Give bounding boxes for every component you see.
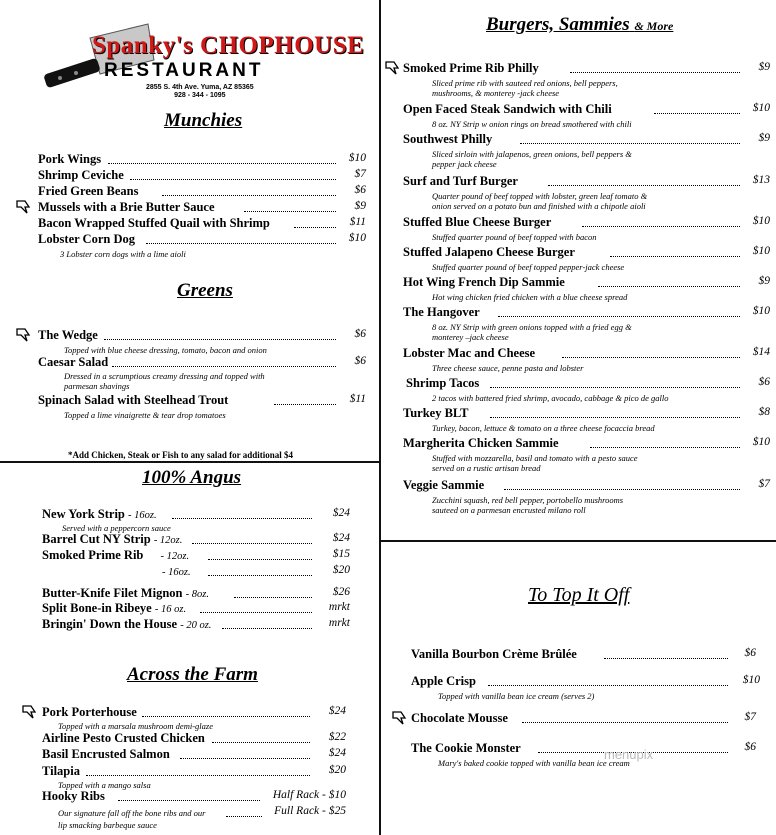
menu-item-description: 8 oz. NY Strip w onion rings on bread smothered with chili	[432, 119, 632, 129]
chef-favorite-icon	[392, 711, 408, 725]
menu-item-name: Veggie Sammie	[403, 478, 485, 492]
menu-item-name: Spinach Salad with Steelhead Trout	[38, 393, 229, 407]
menu-item-description: sauteed on a parmesan encrusted milano roll	[432, 505, 586, 515]
menu-item-description: Topped with blue cheese dressing, tomato, bacon and onion	[64, 345, 267, 355]
menu-item-name: Surf and Turf Burger	[403, 174, 518, 188]
leader-dots	[570, 72, 740, 73]
menu-item-name: Caesar Salad	[38, 355, 109, 369]
menu-item-description: Topped with a marsala mushroom demi-glaze	[58, 721, 213, 731]
menu-item-description: Stuffed quarter pound of beef topped pepper-jack cheese	[432, 262, 625, 272]
leader-dots	[180, 758, 310, 759]
leader-dots	[104, 339, 336, 340]
menu-item-price: $10	[752, 215, 770, 227]
leader-dots	[142, 716, 310, 717]
item-title: Smoked Prime Rib	[42, 548, 144, 562]
menu-item-price: $8	[758, 406, 770, 418]
chef-favorite-icon	[16, 328, 32, 342]
menu-item-description: Stuffed quarter pound of beef topped with bacon	[432, 232, 597, 242]
menu-item-price: $15	[332, 548, 350, 560]
menu-item-description: Quarter pound of beef topped with lobster, green leaf tomato &	[432, 191, 648, 201]
menu-item-name	[42, 586, 209, 601]
menu-item-description: Topped with vanilla bean ice cream (serves 2)	[438, 691, 595, 701]
leader-dots	[490, 387, 740, 388]
menu-item-name	[42, 601, 186, 616]
menu-item-price: Full Rack - $25	[274, 805, 346, 817]
menu-item-name: Hot Wing French Dip Sammie	[403, 275, 565, 289]
leader-dots	[522, 722, 728, 723]
item-title: Butter-Knife Filet Mignon	[42, 586, 183, 600]
menu-item-price: $9	[354, 200, 366, 212]
leader-dots	[162, 195, 336, 196]
menu-item-name: Southwest Philly	[403, 132, 493, 146]
chef-favorite-icon	[22, 705, 38, 719]
menu-item-description: Stuffed with mozzarella, basil and tomato with a pesto sauce	[432, 453, 638, 463]
menu-item-description: parmesan shavings	[64, 381, 130, 391]
item-size: - 16 oz.	[154, 604, 187, 615]
leader-dots	[490, 417, 740, 418]
item-size: - 20 oz.	[180, 620, 212, 631]
menu-item-price: $20	[332, 564, 350, 576]
menu-item-name: Shrimp Ceviche	[38, 168, 124, 182]
menu-item-price: $24	[332, 532, 350, 544]
menu-item-price: $24	[328, 705, 346, 717]
menu-item-description: 8 oz. NY Strip with green onions topped with a fried egg &	[432, 322, 632, 332]
menu-item-description: mushrooms, & monterey -jack cheese	[432, 88, 560, 98]
menu-item-price: $22	[328, 731, 346, 743]
menu-item-name: Vanilla Bourbon Crème Brûlée	[411, 647, 577, 661]
leader-dots	[172, 518, 312, 519]
menu-item-name	[42, 507, 157, 522]
leader-dots	[118, 800, 260, 801]
leader-dots	[244, 211, 336, 212]
item-size: - 12oz.	[160, 551, 190, 562]
menu-item-name: Pork Wings	[38, 152, 102, 166]
item-size: - 16oz.	[162, 567, 191, 578]
section-title-angus: 100% Angus	[142, 467, 242, 488]
menu-item-name: Mussels with a Brie Butter Sauce	[38, 200, 215, 214]
logo-address-block	[146, 84, 254, 100]
item-size: - 8oz.	[185, 589, 209, 600]
menu-item-price: $7	[354, 168, 366, 180]
menu-item-price: $10	[752, 305, 770, 317]
leader-dots	[274, 404, 336, 405]
menu-item-name: Stuffed Blue Cheese Burger	[403, 215, 552, 229]
leader-dots	[548, 185, 740, 186]
leader-dots	[192, 543, 312, 544]
chef-favorite-icon	[385, 61, 401, 75]
logo-subtitle: RESTAURANT	[104, 60, 264, 81]
menu-item-price: $7	[744, 711, 756, 723]
leader-dots	[562, 357, 740, 358]
menu-item-name: Chocolate Mousse	[411, 711, 508, 725]
menu-item-description: Turkey, bacon, lettuce & tomato on a three cheese focaccia bread	[432, 423, 655, 433]
menu-item-name: Margherita Chicken Sammie	[403, 436, 559, 450]
menu-item-description: pepper jack cheese	[432, 159, 497, 169]
section-title-desserts: To Top It Off	[528, 584, 630, 606]
leader-dots	[130, 179, 336, 180]
menu-item-name: Apple Crisp	[411, 674, 476, 688]
item-size: - 16oz.	[128, 510, 157, 521]
menu-item-name: Turkey BLT	[403, 406, 469, 420]
menu-item-name: Lobster Corn Dog	[38, 232, 135, 246]
menu-item-name: Smoked Prime Rib Philly	[403, 61, 539, 75]
right-divider-1	[380, 540, 776, 542]
leader-dots	[226, 816, 262, 817]
menu-item-description: Three cheese sauce, penne pasta and lobster	[432, 363, 584, 373]
leader-dots	[212, 742, 310, 743]
menu-item-description: Hot wing chicken fried chicken with a blue cheese spread	[432, 292, 628, 302]
menu-item-price: $24	[328, 747, 346, 759]
menu-item-price: $11	[349, 216, 366, 228]
menu-item-price: $6	[744, 741, 756, 753]
section-title-farm: Across the Farm	[127, 664, 258, 685]
menu-item-price: $9	[758, 132, 770, 144]
leader-dots	[208, 559, 312, 560]
menu-item-name: Bacon Wrapped Stuffed Quail with Shrimp	[38, 216, 270, 230]
menu-item-price: $6	[354, 184, 366, 196]
menu-item-price: Half Rack - $10	[272, 789, 346, 801]
menu-item-description: 3 Lobster corn dogs with a lime aioli	[60, 249, 186, 259]
restaurant-logo	[40, 18, 365, 100]
menu-item-description: Sliced sirloin with jalapenos, green onions, bell peppers &	[432, 149, 632, 159]
greens-note: *Add Chicken, Steak or Fish to any salad for additional $4	[68, 450, 293, 460]
menu-item-description: Served with a peppercorn sauce	[62, 523, 171, 533]
leader-dots	[208, 575, 312, 576]
leader-dots	[234, 597, 312, 598]
menu-item-price: $6	[354, 355, 366, 367]
center-divider	[379, 0, 381, 835]
menu-item-description: Mary's baked cookie topped with vanilla bean ice cream	[438, 758, 630, 768]
menu-item-name: Open Faced Steak Sandwich with Chili	[403, 102, 612, 116]
menu-item-description: Our signature fall off the bone ribs and our	[58, 808, 206, 818]
menu-item-price: $14	[752, 346, 770, 358]
menu-item-price: $10	[742, 674, 760, 686]
menu-item-price: $10	[348, 232, 366, 244]
menu-item-name: Lobster Mac and Cheese	[403, 346, 536, 360]
menu-item-price: mrkt	[328, 601, 350, 613]
menu-item-description: Topped with a mango salsa	[58, 780, 151, 790]
chef-favorite-icon	[16, 200, 32, 214]
menu-item-name	[42, 548, 189, 563]
leader-dots	[112, 366, 336, 367]
section-title-suffix: & More	[634, 19, 674, 33]
leader-dots	[654, 113, 740, 114]
leader-dots	[498, 316, 740, 317]
section-title-munchies: Munchies	[164, 110, 243, 131]
leader-dots	[582, 226, 740, 227]
menu-item-price: $6	[758, 376, 770, 388]
item-size: - 12oz.	[153, 535, 183, 546]
menu-item-price: $7	[758, 478, 770, 490]
item-title: New York Strip	[42, 507, 125, 521]
menu-item-description: Dressed in a scrumptious creamy dressing and topped with	[64, 371, 265, 381]
menu-item-price: mrkt	[328, 617, 350, 629]
leader-dots	[86, 775, 310, 776]
menu-item-name: Tilapia	[42, 764, 80, 778]
menu-item-name: The Hangover	[403, 305, 480, 319]
leader-dots	[294, 227, 336, 228]
menu-item-name	[42, 532, 182, 547]
menu-item-price: $24	[332, 507, 350, 519]
menu-item-price: $26	[332, 586, 350, 598]
menu-item-name: Stuffed Jalapeno Cheese Burger	[403, 245, 575, 259]
leader-dots	[520, 143, 740, 144]
menu-item-description: Zucchini squash, red bell pepper, portobello mushrooms	[432, 495, 624, 505]
menu-item-description: 2 tacos with battered fried shrimp, avocado, cabbage & pico de gallo	[432, 393, 669, 403]
leader-dots	[598, 286, 740, 287]
item-title: Barrel Cut NY Strip	[42, 532, 151, 546]
watermark: menupix	[604, 747, 654, 762]
section-title-greens: Greens	[177, 280, 233, 301]
item-title: Split Bone-in Ribeye	[42, 601, 152, 615]
left-divider-1	[0, 461, 380, 463]
menu-item-price: $6	[354, 328, 366, 340]
menu-item-description: Topped a lime vinaigrette & tear drop tomatoes	[64, 410, 226, 420]
menu-item-price: $10	[348, 152, 366, 164]
logo-address: 2855 S. 4th Ave. Yuma, AZ 85365	[146, 84, 254, 91]
menu-item-name: Fried Green Beans	[38, 184, 139, 198]
menu-item-name: The Cookie Monster	[411, 741, 521, 755]
menu-item-price: $9	[758, 275, 770, 287]
menu-item-name: Pork Porterhouse	[42, 705, 137, 719]
section-title-text: Burgers, Sammies	[486, 14, 630, 35]
logo-name: Spanky's CHOPHOUSE	[92, 32, 365, 59]
menu-item-description: Sliced prime rib with sauteed red onions, bell peppers,	[432, 78, 618, 88]
menu-item-price: $6	[744, 647, 756, 659]
menu-item-price: $9	[758, 61, 770, 73]
leader-dots	[222, 628, 312, 629]
leader-dots	[488, 685, 728, 686]
logo-phone: 928 - 344 - 1095	[174, 92, 226, 99]
menu-item-price: $13	[752, 174, 770, 186]
menu-item-name: Basil Encrusted Salmon	[42, 747, 170, 761]
leader-dots	[146, 243, 336, 244]
menu-item-name	[42, 617, 211, 632]
leader-dots	[200, 612, 312, 613]
leader-dots	[604, 658, 728, 659]
leader-dots	[590, 447, 740, 448]
section-title-burgers	[486, 14, 673, 36]
leader-dots	[108, 163, 336, 164]
menu-item-description: lip smacking barbeque sauce	[58, 820, 157, 830]
menu-item-name	[162, 564, 191, 579]
menu-item-description: monterey –jack cheese	[432, 332, 509, 342]
item-title: Bringin' Down the House	[42, 617, 178, 631]
menu-item-price: $10	[752, 436, 770, 448]
leader-dots	[610, 256, 740, 257]
leader-dots	[504, 489, 740, 490]
menu-item-price: $20	[328, 764, 346, 776]
menu-item-description: served on a rustic artisan bread	[432, 463, 541, 473]
menu-item-description: onion served on a potato bun and finished with a chipotle aioli	[432, 201, 646, 211]
menu-item-price: $10	[752, 245, 770, 257]
menu-item-price: $11	[349, 393, 366, 405]
menu-item-name: The Wedge	[38, 328, 98, 342]
menu-item-name: Airline Pesto Crusted Chicken	[42, 731, 205, 745]
menu-item-name: Hooky Ribs	[42, 789, 105, 803]
menu-item-price: $10	[752, 102, 770, 114]
menu-item-name: Shrimp Tacos	[406, 376, 480, 390]
